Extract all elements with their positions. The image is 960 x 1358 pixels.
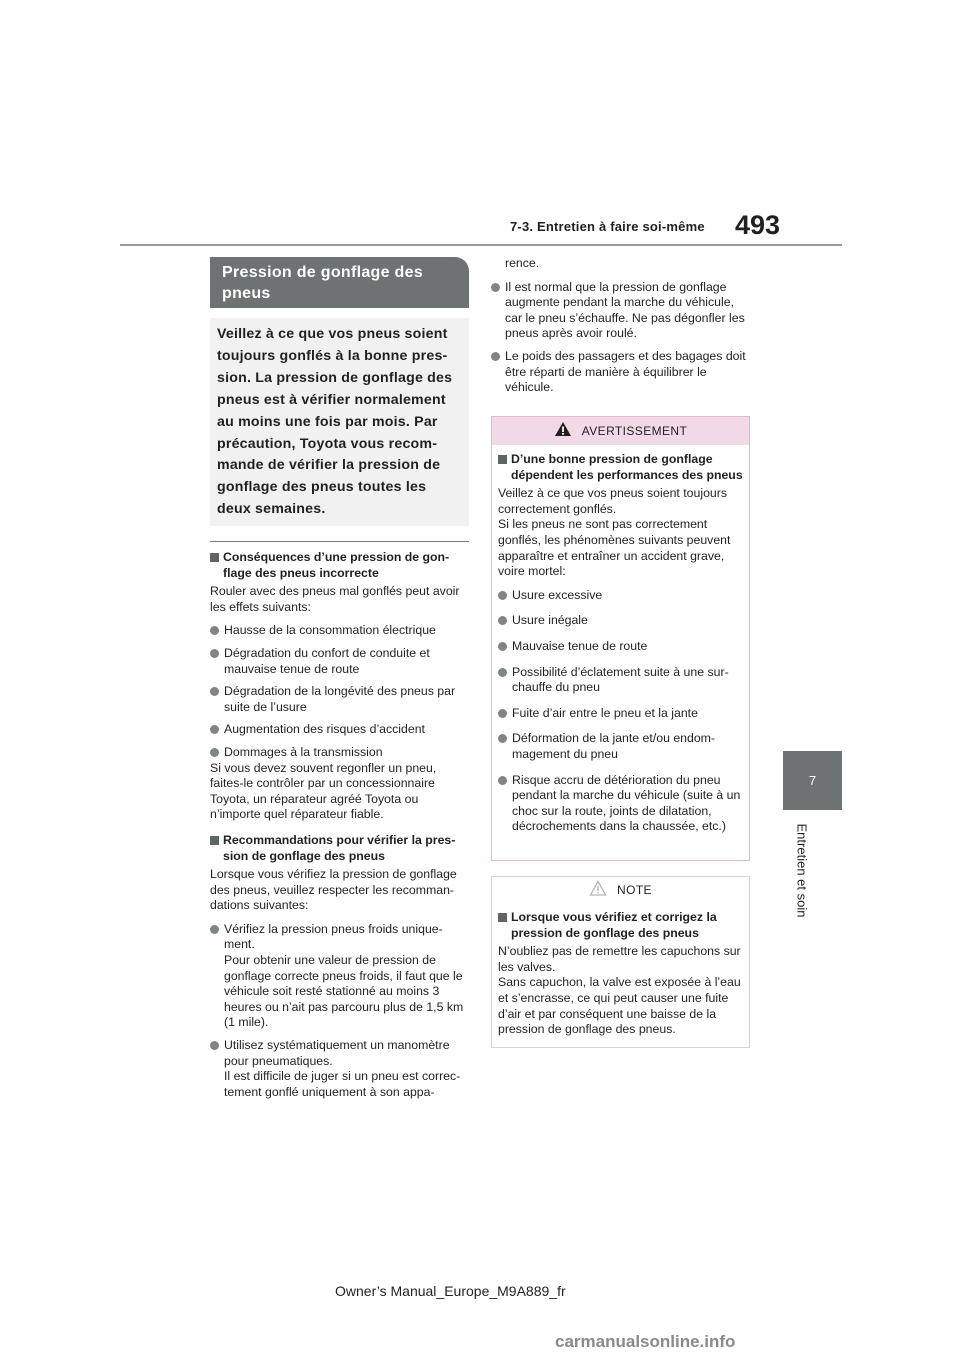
bullet-icon: [210, 649, 219, 658]
paragraph-continued: rence.: [505, 256, 540, 270]
list-item: Vérifiez la pression pneus froids unique-ment. Pour obtenir une valeur de pression de gonflage correcte pneus froids, il faut que le véhicule soit resté stationné au moins 3 heures ou n’ait pas parcouru plus de 1,5 km (1 mile).: [210, 922, 469, 1031]
list-item: Le poids des passagers et des bagages doit être réparti de manière à équilibrer le véhicule.: [491, 349, 750, 396]
subheading-recommendations: Recommandations pour vérifier la pres-sion de gonflage des pneus: [210, 833, 469, 864]
note-header: [492, 877, 749, 904]
bullet-icon: [498, 734, 507, 743]
page-number: 493: [735, 210, 781, 240]
bullet-icon: [498, 709, 507, 718]
list-item: Usure inégale: [498, 613, 743, 629]
bullet-icon: [498, 616, 507, 625]
section-title-line1: Pression de gonflage des: [222, 264, 424, 281]
bullet-icon: [210, 687, 219, 696]
bullet-icon: [210, 1041, 219, 1050]
subheading-consequences: Conséquences d’une pression de gon-flage des pneus incorrecte: [210, 550, 469, 581]
chapter-label: Entretien et soin: [794, 823, 810, 918]
list-item: Mauvaise tenue de route: [498, 639, 743, 655]
paragraph: Lorsque vous vérifiez la pression de gonflage des pneus, veuillez respecter les recomman-dations suivantes:: [210, 867, 457, 913]
note-body: [492, 904, 749, 1038]
list-item: Usure excessive: [498, 588, 743, 604]
header-rule: [120, 244, 842, 246]
warning-text: Veillez à ce que vos pneus soient toujours correctement gonflés. Si les pneus ne sont pas correctement gonflés, les phénomènes suivants peuvent apparaître et entraîner un accident grave, voire mortel:: [498, 486, 731, 579]
bullet-icon: [498, 668, 507, 677]
list-item: Fuite d’air entre le pneu et la jante: [498, 706, 743, 722]
bullet-icon: [210, 748, 219, 757]
intro-box: [210, 318, 469, 526]
right-column: [491, 256, 750, 403]
warning-body: [492, 445, 749, 835]
note-title: NOTE: [617, 883, 652, 897]
note-heading: Lorsque vous vérifiez et corrigez la pression de gonflage des pneus: [498, 910, 743, 941]
section-title-line2: pneus: [222, 285, 271, 302]
list-item: Dégradation de la longévité des pneus par suite de l’usure: [210, 684, 469, 715]
bullet-icon: [210, 725, 219, 734]
bullet-icon: [498, 642, 507, 651]
warning-header: [492, 417, 749, 445]
paragraph: Rouler avec des pneus mal gonflés peut avoir les effets suivants:: [210, 584, 460, 614]
left-column: [210, 541, 469, 1107]
chapter-tab[interactable]: 7: [783, 751, 842, 810]
bullet-icon: [498, 591, 507, 600]
list-item: Hausse de la consommation électrique: [210, 623, 469, 639]
list-item: Utilisez systématiquement un manomètre pour pneumatiques. Il est difficile de juger si un pneu est correc-tement gonflé uniquement à son appa-: [210, 1038, 469, 1100]
list-item: Augmentation des risques d’accident: [210, 722, 469, 738]
warning-heading: D’une bonne pression de gonflage dépendent les performances des pneus: [498, 452, 743, 483]
intro-text: Veillez à ce que vos pneus soient toujours gonflés à la bonne pres-sion. La pression de gonflage des pneus est à vérifier normalement au moins une fois par mois. Par précaution, Toyota vous recom-mande de vérifier la pression de gonflage des pneus toutes les deux semaines.: [217, 326, 453, 518]
bullet-icon: [491, 283, 500, 292]
warning-panel: [491, 416, 750, 861]
note-text: N’oubliez pas de remettre les capuchons sur les valves. Sans capuchon, la valve est exposée à l’eau et s’encrasse, ce qui peut causer une fuite d’air et par conséquent une baisse de la pression de gonflage des pneus.: [498, 944, 741, 1037]
list-item: Possibilité d’éclatement suite à une sur-chauffe du pneu: [498, 665, 743, 696]
list-item: Dommages à la transmission: [210, 745, 469, 761]
watermark: carmanualsonline.info: [555, 1332, 736, 1351]
bullet-icon: [210, 925, 219, 934]
footer-manual-id: Owner’s Manual_Europe_M9A889_fr: [335, 1283, 566, 1299]
list-item: Déformation de la jante et/ou endom-magement du pneu: [498, 731, 743, 762]
bullet-icon: [210, 626, 219, 635]
bullet-icon: [498, 776, 507, 785]
list-item: Il est normal que la pression de gonflage augmente pendant la marche du véhicule, car le pneu s’échauffe. Ne pas dégonfler les pneus après avoir roulé.: [491, 280, 750, 342]
note-panel: [491, 876, 750, 1048]
header-section-title: 7-3. Entretien à faire soi-même: [510, 219, 705, 234]
caution-triangle-icon: [589, 880, 607, 896]
bullet-icon: [491, 352, 500, 361]
list-item: Risque accru de détérioration du pneu pendant la marche du véhicule (suite à un choc sur la route, joints de dilatation, décrochements dans la chaussée, etc.): [498, 773, 743, 835]
warning-title: AVERTISSEMENT: [581, 424, 688, 438]
section-banner: [210, 257, 469, 308]
paragraph: Si vous devez souvent regonfler un pneu, faites-le contrôler par un concessionnaire Toyota, un réparateur agréé Toyota ou n’importe quel réparateur fiable.: [210, 760, 437, 822]
warning-triangle-icon: [554, 421, 572, 437]
list-item: Dégradation du confort de conduite et mauvaise tenue de route: [210, 646, 469, 677]
